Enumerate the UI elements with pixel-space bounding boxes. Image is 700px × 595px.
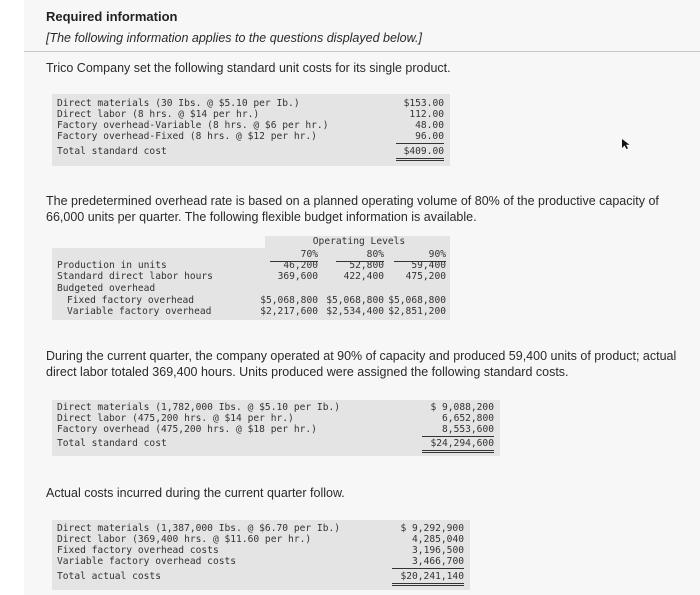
assigned-standard-costs-table	[52, 400, 500, 456]
fb-cell: $2,534,400	[326, 306, 384, 317]
std-row-amount: 48.00	[415, 120, 444, 131]
actual-total-label: Total actual costs	[57, 571, 161, 582]
standard-unit-costs-table	[52, 94, 450, 166]
actual-row-label: Fixed factory overhead costs	[57, 545, 219, 556]
actual-costs-intro: Actual costs incurred during the current quarter follow.	[46, 486, 345, 500]
std-row-label: Factory overhead-Fixed (8 hrs. @ $12 per hr.)	[57, 131, 317, 142]
actual-row-amount: 3,196,500	[412, 545, 464, 556]
fb-cell: 475,200	[405, 271, 446, 282]
std-row-label: Factory overhead-Variable (8 hrs. @ $6 per hr.)	[57, 120, 329, 131]
std-row-amount: $153.00	[403, 98, 444, 109]
assigned-row-amount: $ 9,088,200	[430, 402, 494, 413]
assigned-row-amount: 6,652,800	[442, 413, 494, 424]
level-header: 70%	[270, 249, 318, 262]
fb-row-label: Standard direct labor hours	[57, 271, 213, 282]
fb-cell: $5,068,800	[388, 295, 446, 306]
actual-row-amount: 3,466,700	[392, 556, 464, 569]
std-total-label: Total standard cost	[57, 146, 167, 157]
intro-note: [The following information applies to the questions displayed below.]	[46, 31, 422, 45]
std-row-amount: 112.00	[409, 109, 444, 120]
fb-row-label: Fixed factory overhead	[67, 295, 195, 306]
assigned-total-amount: $24,294,600	[422, 438, 494, 453]
fb-row-label: Budgeted overhead	[57, 283, 156, 294]
level-header: 80%	[336, 249, 384, 262]
fb-cell: 369,600	[277, 271, 318, 282]
actual-row-label: Variable factory overhead costs	[57, 556, 237, 567]
mouse-pointer-icon	[621, 138, 631, 150]
actual-row-amount: $ 9,292,900	[400, 523, 464, 534]
fb-cell: 422,400	[343, 271, 384, 282]
std-row-amount: 96.00	[396, 131, 444, 144]
std-total-amount: $409.00	[396, 146, 444, 161]
company-line: Trico Company set the following standard unit costs for its single product.	[46, 61, 451, 75]
std-row-label: Direct materials (30 Ibs. @ $5.10 per Ib.)	[57, 98, 300, 109]
fb-cell: $2,217,600	[260, 306, 318, 317]
fb-cell: 52,800	[349, 260, 384, 271]
assigned-row-label: Factory overhead (475,200 hrs. @ $18 per hr.)	[57, 424, 317, 435]
assigned-row-amount: 8,553,600	[422, 424, 494, 437]
actual-costs-table	[52, 520, 470, 590]
actual-total-amount: $20,241,140	[392, 571, 464, 586]
current-quarter-paragraph: During the current quarter, the company operated at 90% of capacity and produced 59,400 units of product; actual direct labor totaled 369,400 hours. Units produced were assigned the following standard costs.	[46, 349, 677, 379]
divider	[24, 51, 700, 52]
fb-cell: 59,400	[411, 260, 446, 271]
fb-cell: 46,200	[283, 260, 318, 271]
operating-levels-header: Operating Levels	[299, 236, 419, 249]
std-row-label: Direct labor (8 hrs. @ $14 per hr.)	[57, 109, 260, 120]
fb-row-label: Variable factory overhead	[67, 306, 212, 317]
question-page	[24, 0, 700, 595]
assigned-row-label: Direct materials (1,782,000 Ibs. @ $5.10 per Ib.)	[57, 402, 341, 413]
fb-cell: $5,068,800	[326, 295, 384, 306]
level-header: 90%	[394, 249, 446, 262]
actual-row-label: Direct materials (1,387,000 Ibs. @ $6.70 per Ib.)	[57, 523, 341, 534]
actual-row-label: Direct labor (369,400 hrs. @ $11.60 per hr.)	[57, 534, 312, 545]
overhead-paragraph: The predetermined overhead rate is based on a planned operating volume of 80% of the productive capacity of 66,000 units per quarter. The following flexible budget information is available.	[46, 194, 659, 224]
actual-row-amount: 4,285,040	[412, 534, 464, 545]
fb-cell: $2,851,200	[388, 306, 446, 317]
assigned-row-label: Direct labor (475,200 hrs. @ $14 per hr.)	[57, 413, 294, 424]
fb-cell: $5,068,800	[260, 295, 318, 306]
page-title: Required information	[46, 9, 178, 24]
fb-row-label: Production in units	[57, 260, 167, 271]
assigned-total-label: Total standard cost	[57, 438, 167, 449]
